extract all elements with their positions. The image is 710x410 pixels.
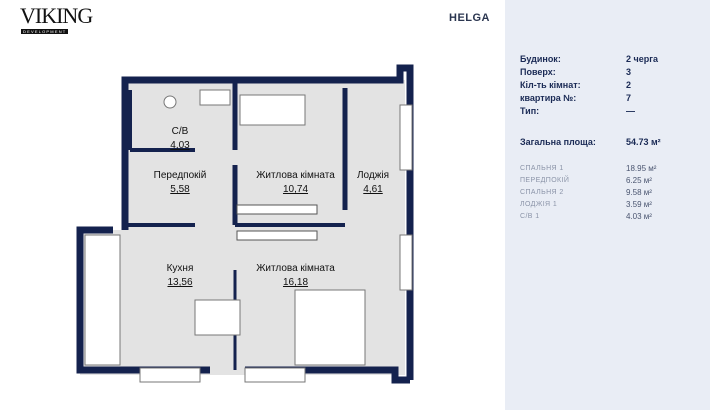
brand-logo [20, 3, 93, 36]
floor-plan [75, 60, 420, 405]
radiator-2 [237, 231, 317, 240]
bed [295, 290, 365, 365]
room-bathroom-area: 4,03 [170, 140, 190, 151]
window-loggia [400, 105, 412, 170]
bathtub [200, 90, 230, 105]
total-area-label: Загальна площа: [520, 137, 596, 147]
project-name: HELGA [449, 12, 490, 24]
window-kitchen [140, 368, 200, 382]
info-label-floor: Поверх: [520, 67, 556, 77]
area-label-loggia: ЛОДЖІЯ 1 [520, 201, 558, 208]
area-value-hallway: 6.25 м² [626, 176, 652, 185]
room-hallway-area: 5,58 [170, 184, 190, 195]
room-kitchen-area: 13,56 [167, 277, 193, 288]
info-value-rooms: 2 [626, 80, 632, 90]
info-value-floor: 3 [626, 67, 632, 77]
area-label-bathroom: С/В 1 [520, 213, 540, 220]
floor-plan-drawing [75, 60, 420, 405]
info-label-building: Будинок: [520, 54, 561, 64]
info-panel [505, 0, 710, 410]
room-loggia-area: 4,61 [363, 184, 383, 195]
area-value-loggia: 3.59 м² [626, 200, 652, 209]
info-value-type: — [626, 106, 635, 116]
room-hallway-name: Передпокій [153, 170, 207, 181]
sofa [240, 95, 305, 125]
area-value-bathroom: 4.03 м² [626, 212, 652, 221]
logo-text: VIKING [20, 3, 93, 28]
area-value-bedroom2: 9.58 м² [626, 188, 652, 197]
info-value-apartment: 7 [626, 93, 632, 103]
info-label-rooms: Кіл-ть кімнат: [520, 80, 581, 90]
room-living1-name: Житлова кімната [256, 170, 335, 181]
room-living1-area: 10,74 [282, 184, 309, 195]
toilet [164, 96, 176, 108]
area-value-bedroom1: 18.95 м² [626, 164, 657, 173]
logo-subtitle: DEVELOPMENT [23, 29, 67, 34]
room-kitchen-name: Кухня [166, 263, 194, 274]
room-loggia-name: Лоджія [356, 170, 390, 181]
dining-table [195, 300, 240, 335]
window-bedroom [400, 235, 412, 290]
info-label-type: Тип: [520, 106, 540, 116]
area-label-bedroom2: СПАЛЬНЯ 2 [520, 189, 564, 196]
total-area-value: 54.73 м² [626, 137, 661, 147]
window-living [245, 368, 305, 382]
radiator-1 [237, 205, 317, 214]
room-living2-name: Житлова кімната [256, 263, 335, 274]
area-label-bedroom1: СПАЛЬНЯ 1 [520, 165, 564, 172]
room-living2-area: 16,18 [282, 277, 309, 288]
room-bathroom-name: С/В [171, 126, 189, 137]
info-label-apartment: квартира №: [520, 93, 577, 103]
kitchen-counter [85, 235, 120, 365]
info-value-building: 2 черга [626, 54, 658, 64]
area-label-hallway: ПЕРЕДПОКІЙ [520, 177, 570, 184]
